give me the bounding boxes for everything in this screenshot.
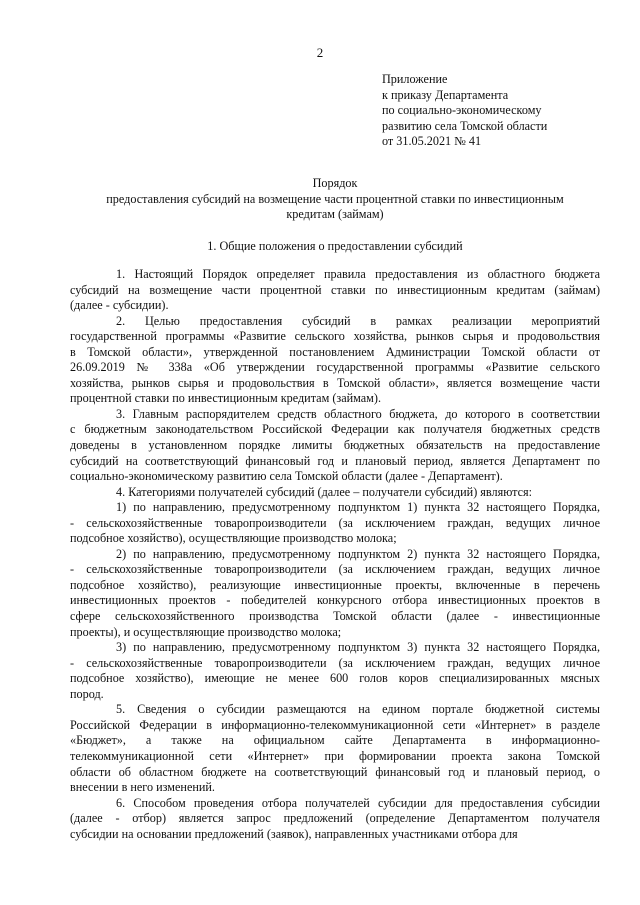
paragraph-line: «Бюджет», а также на официальном сайте Департамента в информационно- — [70, 733, 600, 748]
paragraph-line: в Томской области», утвержденной постановлением Администрации Томской области от — [70, 344, 600, 359]
paragraph — [70, 267, 600, 314]
paragraph-line: инвестиционных проектов - победителей конкурсного отбора инвестиционных проектов в — [70, 593, 600, 608]
paragraph-line: 3. Главным распорядителем средств областного бюджета, до которого в соответствии — [116, 406, 600, 421]
appendix-line: от 31.05.2021 № 41 — [382, 134, 482, 149]
paragraph — [70, 314, 600, 407]
paragraph-line: 2) по направлению, предусмотренному подпунктом 2) пункта 32 настоящего Порядка, — [116, 546, 600, 561]
paragraph-line: 6. Способом проведения отбора получателей субсидии для предоставления субсидии — [116, 795, 600, 810]
title-line: Порядок — [312, 176, 358, 190]
paragraph-line: субсидий на возмещение части процентной ставки по инвестиционным кредитам (займам) — [70, 282, 600, 297]
page-number: 2 — [316, 45, 324, 60]
paragraph-line: подсобное хозяйство), осуществляющие производство молока; — [70, 531, 397, 546]
paragraph-line: - сельскохозяйственные товаропроизводители (за исключением граждан, ведущих личное — [70, 515, 600, 530]
paragraph-line: подсобное хозяйство), имеющие не менее 600 голов коров специализированных мясных — [70, 671, 600, 686]
paragraph-line: доведены в установленном порядке лимиты бюджетных обязательств на предоставление — [70, 438, 600, 453]
paragraph-line: подсобное хозяйство), реализующие инвестиционные проекты, включенные в перечень — [70, 577, 600, 592]
paragraph-line: сфере сельскохозяйственного производства Томской области (далее - инвестиционные — [70, 609, 600, 624]
paragraph-line: проекты), и осуществляющие производство молока; — [70, 624, 342, 639]
appendix-line: Приложение — [382, 72, 448, 86]
document-body — [70, 267, 600, 842]
paragraph-line: процентной ставки по инвестиционным кредитам (займам). — [70, 391, 381, 406]
paragraph — [70, 547, 600, 640]
paragraph-line: субсидии на основании предложений (заявок), направленных участниками отбора для — [70, 826, 518, 841]
paragraph-line: 2. Целью предоставления субсидий в рамках реализации мероприятий — [116, 313, 600, 328]
paragraph-line: 4. Категориями получателей субсидий (далее – получатели субсидий) являются: — [116, 484, 533, 499]
title-line: кредитам (займам) — [286, 207, 384, 222]
appendix-block — [382, 72, 622, 150]
paragraph-line: внесении в него изменений. — [70, 780, 215, 795]
paragraph-line: (далее - отбор) является запрос предложений (определение Департаментом получателя — [70, 811, 600, 826]
paragraph-line: пород. — [70, 686, 104, 701]
paragraph — [70, 796, 600, 843]
paragraph-line: Российской Федерации в информационно-телекоммуникационной сети «Интернет» в разделе — [70, 717, 600, 732]
appendix-line: к приказу Департамента — [382, 87, 509, 102]
paragraph-line: 3) по направлению, предусмотренному подпунктом 3) пункта 32 настоящего Порядка, — [116, 640, 600, 655]
paragraph-line: телекоммуникационной сети «Интернет» при формировании проекта закона Томской — [70, 748, 600, 763]
title-line: предоставления субсидий на возмещение части процентной ставки по инвестиционным — [106, 191, 564, 206]
paragraph-line: 5. Сведения о субсидии размещаются на едином портале бюджетной системы — [116, 702, 600, 717]
paragraph — [70, 485, 600, 501]
document-title — [70, 176, 600, 223]
paragraph — [70, 407, 600, 485]
paragraph-line: социально-экономическому развитию села Томской области (далее - Департамент). — [70, 469, 503, 484]
paragraph-line: - сельскохозяйственные товаропроизводители (за исключением граждан, ведущих личное — [70, 655, 600, 670]
paragraph-line: (далее - субсидии). — [70, 298, 169, 313]
appendix-line: по социально-экономическому — [382, 103, 542, 118]
paragraph — [70, 640, 600, 702]
paragraph-line: государственной программы «Развитие сельского хозяйства, рынков сырья и продовольствия — [70, 329, 600, 344]
paragraph-line: 26.09.2019 № 338а «Об утверждении государственной программы «Развитие сельского — [70, 360, 600, 375]
paragraph-line: - сельскохозяйственные товаропроизводители (за исключением граждан, ведущих личное — [70, 562, 600, 577]
paragraph — [70, 702, 600, 795]
paragraph-line: хозяйства, рынков сырья и продовольствия в Томской области», является возмещение части — [70, 375, 600, 390]
section-heading: 1. Общие положения о предоставлении субсидий — [207, 239, 463, 253]
paragraph-line: с бюджетным законодательством Российской Федерации как получателя бюджетных средств — [70, 422, 600, 437]
paragraph-line: 1. Настоящий Порядок определяет правила предоставления из областного бюджета — [116, 267, 600, 281]
paragraph-line: 1) по направлению, предусмотренному подпунктом 1) пункта 32 настоящего Порядка, — [116, 500, 600, 515]
paragraph-line: субсидий на соответствующий финансовый год и плановый период, является Департамент по — [70, 453, 600, 468]
paragraph — [70, 500, 600, 547]
appendix-line: развитию села Томской области — [382, 118, 548, 133]
paragraph-line: области об областном бюджете на соответствующий финансовый год и плановый период, о — [70, 764, 600, 779]
